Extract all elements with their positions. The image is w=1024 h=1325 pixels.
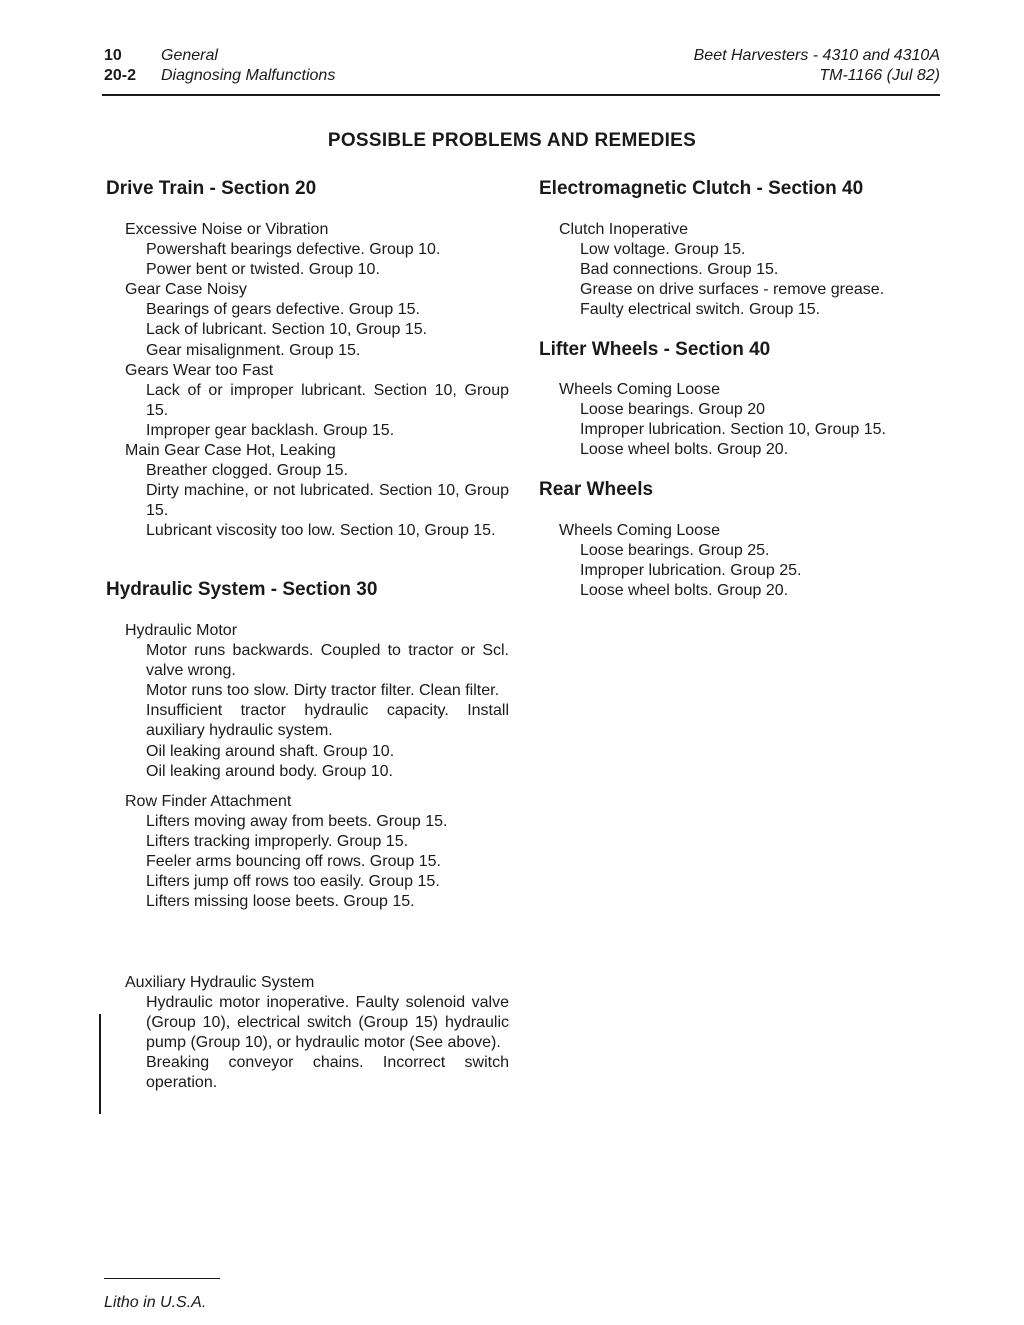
remedy-line: Oil leaking around body. Group 10. xyxy=(146,762,393,780)
drive-train-list xyxy=(125,220,509,542)
problem-heading: Excessive Noise or Vibration xyxy=(125,221,329,238)
remedy-line: Lifters missing loose beets. Group 15. xyxy=(146,893,415,911)
remedy-line: Lifters jump off rows too easily. Group 15. xyxy=(146,873,440,891)
remedy-line: Motor runs too slow. Dirty tractor filter. Clean filter. xyxy=(146,682,500,700)
remedy-line: Lubricant viscosity too low. Section 10, Group 15. xyxy=(146,522,496,540)
remedy-line: Dirty machine, or not lubricated. Section 10, Group 15. xyxy=(146,482,509,520)
remedy-line: Breaking conveyor chains. Incorrect switch operation. xyxy=(146,1054,509,1092)
section-number: 10 xyxy=(104,47,122,64)
problem-heading: Row Finder Attachment xyxy=(125,792,292,810)
lifter-wheels-list xyxy=(559,380,939,460)
change-bar xyxy=(99,1014,101,1114)
remedy-line: Lifters tracking improperly. Group 15. xyxy=(146,832,409,850)
footer-rule xyxy=(104,1278,220,1279)
remedy-line: Bearings of gears defective. Group 15. xyxy=(146,301,420,319)
remedy-line: Loose bearings. Group 20 xyxy=(580,401,766,419)
remedy-line: Improper lubrication. Section 10, Group 15. xyxy=(580,421,886,439)
hydraulic-motor-list xyxy=(125,621,509,912)
problem-heading: Wheels Coming Loose xyxy=(559,381,720,398)
remedy-line: Gear misalignment. Group 15. xyxy=(146,341,361,359)
header-rule xyxy=(102,94,940,96)
page-subject: Diagnosing Malfunctions xyxy=(161,67,336,84)
footer-text: Litho in U.S.A. xyxy=(104,1294,207,1311)
remedy-line: Loose wheel bolts. Group 20. xyxy=(580,441,789,459)
section-name: General xyxy=(161,47,218,64)
problem-heading: Clutch Inoperative xyxy=(559,221,688,238)
page-header-left xyxy=(104,46,335,86)
lifter-wheels-heading: Lifter Wheels - Section 40 xyxy=(539,339,771,360)
manual-code: TM-1166 (Jul 82) xyxy=(819,67,940,84)
remedy-line: Insufficient tractor hydraulic capacity. Install auxiliary hydraulic system. xyxy=(146,702,509,740)
remedy-line: Bad connections. Group 15. xyxy=(580,261,779,279)
clutch-heading: Electromagnetic Clutch - Section 40 xyxy=(539,178,864,199)
remedy-line: Improper gear backlash. Group 15. xyxy=(146,421,395,439)
manual-title: Beet Harvesters - 4310 and 4310A xyxy=(693,47,940,64)
auxiliary-hydraulic-list xyxy=(125,973,509,1094)
drive-train-heading: Drive Train - Section 20 xyxy=(106,178,317,199)
remedy-line: Breather clogged. Group 15. xyxy=(146,462,348,480)
remedy-line: Loose wheel bolts. Group 20. xyxy=(580,582,789,600)
problem-heading: Wheels Coming Loose xyxy=(559,522,720,539)
remedy-line: Power bent or twisted. Group 10. xyxy=(146,261,380,279)
problem-heading: Main Gear Case Hot, Leaking xyxy=(125,442,336,460)
remedy-line: Low voltage. Group 15. xyxy=(580,241,746,259)
remedy-line: Improper lubrication. Group 25. xyxy=(580,562,802,580)
remedy-line: Grease on drive surfaces - remove grease. xyxy=(580,281,885,299)
problem-heading: Gear Case Noisy xyxy=(125,281,247,299)
remedy-line: Lifters moving away from beets. Group 15. xyxy=(146,812,448,830)
hydraulic-heading: Hydraulic System - Section 30 xyxy=(106,579,378,600)
page-title: POSSIBLE PROBLEMS AND REMEDIES xyxy=(327,130,697,151)
rear-wheels-heading: Rear Wheels xyxy=(539,479,654,500)
remedy-line: Motor runs backwards. Coupled to tractor or Scl. valve wrong. xyxy=(146,642,509,680)
page-number: 20-2 xyxy=(104,67,137,84)
remedy-line: Feeler arms bouncing off rows. Group 15. xyxy=(146,853,441,871)
remedy-line: Lack of or improper lubricant. Section 10, Group 15. xyxy=(146,381,509,419)
remedy-line: Lack of lubricant. Section 10, Group 15. xyxy=(146,321,428,339)
clutch-list xyxy=(559,220,939,320)
remedy-line: Powershaft bearings defective. Group 10. xyxy=(146,241,441,259)
remedy-line: Loose bearings. Group 25. xyxy=(580,542,770,560)
remedy-line: Hydraulic motor inoperative. Faulty solenoid valve (Group 10), electrical switch (Group 15) hydraulic pump (Group 10), or hydraulic motor (See above). xyxy=(146,994,509,1052)
problem-heading: Gears Wear too Fast xyxy=(125,361,274,379)
remedy-line: Oil leaking around shaft. Group 10. xyxy=(146,742,395,760)
problem-heading: Hydraulic Motor xyxy=(125,622,238,639)
page-header-right xyxy=(694,46,940,86)
rear-wheels-list xyxy=(559,521,939,601)
remedy-line: Faulty electrical switch. Group 15. xyxy=(580,301,821,319)
problem-heading: Auxiliary Hydraulic System xyxy=(125,974,315,991)
